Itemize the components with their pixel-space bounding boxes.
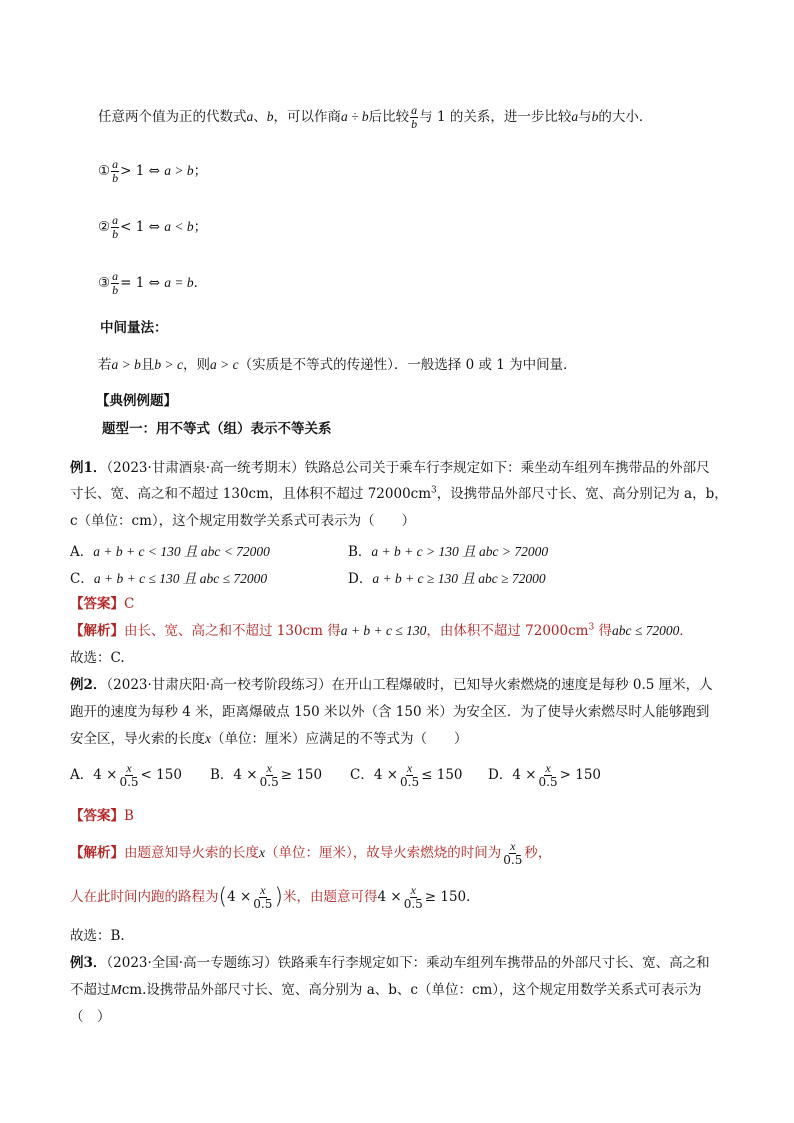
numerator: a	[112, 269, 119, 283]
expr-pre: 4 ×	[227, 889, 252, 905]
analysis-text: 由题意知导火索的长度	[124, 845, 259, 861]
analysis-text: （单位：厘米），故导火索燃烧的时间为	[265, 845, 502, 861]
rule-relation: > 1 ⇔	[120, 163, 165, 179]
ex2-option-d[interactable]	[488, 762, 601, 789]
quotient: a ÷ b	[341, 109, 369, 124]
option-expr: a + b + c < 130 且 abc < 72000	[93, 544, 270, 559]
ex2-answer	[70, 806, 134, 826]
fraction	[399, 762, 420, 789]
var-a: a	[246, 109, 254, 124]
option-letter: C．	[350, 767, 374, 783]
option-post: < 150	[140, 767, 182, 783]
analysis-text: 米，由题意可得	[282, 889, 378, 905]
question-text: 安全区，导火索的长度	[70, 731, 205, 747]
question-text: cm.设携带品外部尺寸长、宽、高分别为 a、b、c（单位：cm），这个规定用数学关系式可表示为	[121, 982, 702, 998]
rule-result: a < b	[164, 219, 194, 234]
option-post: ≥ 150	[280, 767, 323, 783]
ex1-option-b[interactable]	[348, 540, 548, 560]
denominator: 0.5	[400, 775, 420, 789]
punct: ．	[193, 275, 208, 291]
rule-result: a > b	[164, 163, 194, 178]
analysis-text: ，由体积不超过 72000cm	[426, 623, 589, 639]
question-text: 寸长、宽、高之和不超过 130cm，且体积不超过 72000cm	[70, 486, 432, 502]
intro-text: 的大小．	[598, 109, 653, 125]
fraction-a-over-b	[111, 214, 119, 241]
denominator: 0.5	[503, 853, 523, 867]
option-expr: a + b + c ≤ 130 且 abc ≤ 72000	[93, 571, 268, 586]
rule-relation: = 1 ⇔	[120, 275, 165, 291]
answer-value: B	[124, 808, 134, 824]
denominator: 0.5	[253, 897, 273, 911]
rule-mark: ②	[98, 219, 111, 235]
ex1-option-c[interactable]	[70, 567, 267, 587]
intro-text: 任意两个值为正的代数式	[98, 109, 247, 125]
example-label: 例3．	[70, 955, 107, 971]
denominator: 0.5	[259, 775, 279, 789]
denominator: b	[411, 117, 418, 131]
numerator: a	[411, 103, 418, 117]
numerator: x	[545, 761, 551, 775]
ex2-option-a[interactable]	[70, 762, 182, 789]
paren-expr	[218, 883, 283, 911]
rule-relation: < 1 ⇔	[120, 219, 165, 235]
option-pre: 4 ×	[233, 767, 258, 783]
numerator: a	[112, 213, 119, 227]
ex2-analysis-line-1	[70, 840, 551, 867]
section-title: 【典例例题】	[96, 393, 177, 409]
ex2-option-b[interactable]	[210, 762, 322, 789]
question-text: 在开山工程爆破时，已知导火索燃烧的速度是每秒 0.5 厘米，人	[331, 677, 713, 693]
answer-value: C	[124, 596, 135, 612]
fraction-a-over-b	[111, 270, 119, 297]
numerator: x	[126, 761, 132, 775]
intro-line	[98, 104, 652, 131]
option-letter: B．	[348, 544, 372, 560]
denominator: b	[112, 171, 119, 185]
question-text: （单位：厘米）应满足的不等式为（ ）	[211, 731, 468, 747]
analysis-text: 得	[594, 623, 612, 639]
question-text: 铁路乘车行李规定如下：乘动车组列车携带品的外部尺寸长、宽、高之和	[277, 955, 710, 971]
var-a: a	[571, 109, 579, 124]
condition-1: a > b	[111, 357, 141, 372]
option-post: > 150	[559, 767, 601, 783]
analysis-label: 【解析】	[70, 845, 124, 861]
example-source: （2023·甘肃酒泉·高一统考期末）	[106, 460, 305, 476]
example-source: （2023·全国·高一专题练习）	[106, 955, 278, 971]
ex2-question-line-3	[70, 729, 468, 749]
punct: ．	[466, 889, 480, 905]
var-b: b	[591, 109, 599, 124]
question-text: 铁路总公司关于乘车行李规定如下：乘坐动车组列车携带品的外部尺	[304, 460, 710, 476]
rule-3	[98, 270, 207, 297]
example-source: （2023·甘肃庆阳·高一校考阶段练习）	[106, 677, 332, 693]
rule-2	[98, 214, 207, 241]
numerator: x	[260, 883, 266, 897]
fraction	[252, 884, 273, 911]
option-letter: A．	[70, 544, 94, 560]
numerator: a	[112, 157, 119, 171]
fraction-a-over-b	[410, 104, 418, 131]
ex1-answer	[70, 594, 134, 614]
separator: 、	[253, 109, 267, 125]
option-expr: a + b + c > 130 且 abc > 72000	[371, 544, 549, 559]
ex1-question-line-3: c（单位：cm），这个规定用数学关系式可表示为（ ）	[70, 513, 416, 529]
intro-text: 与 1 的关系，进一步比较	[419, 109, 572, 125]
ex2-option-c[interactable]	[350, 762, 463, 789]
fraction	[502, 840, 523, 867]
ex3-question-line-3: （ ）	[70, 1009, 111, 1025]
ex2-select: 故选：B.	[70, 928, 125, 944]
denominator: 0.5	[403, 897, 423, 911]
option-pre: 4 ×	[512, 767, 537, 783]
question-text: 不超过	[70, 982, 111, 998]
left-paren: (	[218, 884, 228, 910]
analysis-text: 秒，	[524, 845, 552, 861]
option-letter: C．	[70, 571, 94, 587]
denominator: 0.5	[538, 775, 558, 789]
option-expr: a + b + c ≥ 130 且 abc ≥ 72000	[372, 571, 546, 586]
var-x: x	[205, 731, 211, 746]
ex1-question-line-2	[70, 484, 728, 504]
expr-pre: 4 ×	[377, 889, 402, 905]
ex1-analysis	[70, 621, 693, 641]
middle-text: ，则	[182, 357, 210, 373]
fraction	[118, 762, 139, 789]
denominator: b	[112, 227, 119, 241]
punct: ；	[193, 219, 208, 235]
answer-label: 【答案】	[70, 596, 124, 612]
punct: ．	[679, 623, 693, 639]
intro-text: 后比较	[368, 109, 410, 125]
example-label: 例2．	[70, 677, 107, 693]
ex1-option-d[interactable]	[348, 567, 546, 587]
superscript: 3	[431, 485, 437, 496]
option-post: ≤ 150	[421, 767, 463, 783]
ex2-question-line-2: 跑开的速度为每秒 4 米，距离爆破点 150 米以外（含 150 米）为安全区．为了使导火索燃尽时人能够跑到	[70, 704, 710, 720]
analysis-math: a + b + c ≤ 130	[340, 623, 427, 638]
numerator: x	[510, 839, 516, 853]
answer-label: 【答案】	[70, 808, 124, 824]
superscript: 3	[588, 622, 595, 633]
ex2-question-line-1	[70, 675, 713, 695]
fraction	[259, 762, 280, 789]
numerator: x	[410, 883, 416, 897]
denominator: 0.5	[119, 775, 139, 789]
rule-mark: ①	[98, 163, 111, 179]
option-letter: A．	[70, 767, 94, 783]
right-paren: )	[274, 884, 283, 910]
analysis-math: abc ≤ 72000	[611, 623, 680, 638]
ex3-question-line-1	[70, 953, 710, 973]
intro-text: 与	[578, 109, 592, 125]
rule-mark: ③	[98, 275, 111, 291]
ex3-question-line-2	[70, 980, 702, 1000]
option-letter: B．	[210, 767, 234, 783]
option-letter: D．	[488, 767, 513, 783]
middle-line	[98, 355, 577, 375]
ex2-analysis-line-2	[70, 884, 480, 911]
middle-text: 若	[98, 357, 112, 373]
numerator: x	[266, 761, 272, 775]
intro-text: ，可以作商	[273, 109, 341, 125]
example-label: 例1．	[70, 460, 107, 476]
var-m: M	[110, 982, 122, 997]
fraction	[403, 884, 424, 911]
rule-result: a = b	[164, 275, 194, 290]
option-pre: 4 ×	[93, 767, 118, 783]
fraction	[538, 762, 559, 789]
fraction-a-over-b	[111, 158, 119, 185]
ex1-question-line-1	[70, 458, 710, 478]
ex1-select: 故选：C.	[70, 650, 125, 666]
condition-2: b > c	[154, 357, 183, 372]
var-b: b	[266, 109, 274, 124]
option-letter: D．	[348, 571, 373, 587]
middle-text: 且	[140, 357, 155, 373]
analysis-label: 【解析】	[70, 623, 124, 639]
conclusion: a > c	[209, 357, 239, 372]
ex1-option-a[interactable]	[70, 540, 270, 560]
analysis-text: 由长、宽、高之和不超过 130cm 得	[124, 623, 341, 639]
middle-text: （实质是不等式的传递性）．一般选择 0 或 1 为中间量．	[238, 357, 577, 373]
expr-post: ≥ 150	[424, 889, 467, 905]
middle-heading: 中间量法：	[100, 320, 168, 336]
question-text: ，设携带品外部尺寸长、宽、高分别记为 a，b，	[436, 486, 728, 502]
var-x: x	[259, 845, 265, 860]
punct: ；	[193, 163, 208, 179]
option-pre: 4 ×	[373, 767, 399, 783]
numerator: x	[406, 761, 413, 775]
analysis-text: 人在此时间内跑的路程为	[70, 889, 219, 905]
denominator: b	[112, 283, 119, 297]
type-heading: 题型一：用不等式（组）表示不等关系	[102, 421, 332, 437]
rule-1	[98, 158, 207, 185]
